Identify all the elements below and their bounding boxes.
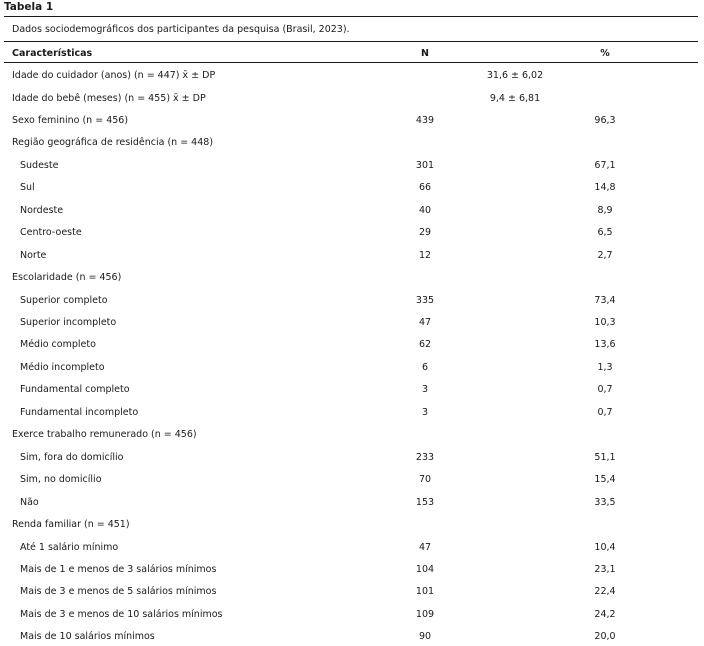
row-label: Centro-oeste — [20, 227, 82, 239]
row-percent: 15,4 — [594, 474, 616, 486]
row-label: Superior incompleto — [20, 316, 117, 328]
row-label: Fundamental incompleto — [20, 406, 139, 418]
table-row — [0, 406, 704, 422]
row-label: Renda familiar (n = 451) — [12, 519, 130, 530]
row-percent: 67,1 — [594, 159, 616, 171]
row-percent: 8,9 — [597, 204, 613, 216]
row-percent: 6,5 — [597, 227, 613, 239]
row-n: 70 — [418, 474, 432, 486]
table-row — [0, 428, 704, 444]
table-row — [0, 159, 704, 175]
row-label: Superior completo — [20, 294, 108, 306]
row-n: 3 — [421, 384, 429, 396]
row-label: Idade do bebê (meses) (n = 455) x̄ ± DP — [12, 92, 206, 104]
row-percent: 23,1 — [594, 563, 616, 575]
table-row — [0, 69, 704, 85]
table-caption: Dados sociodemográficos dos participantes da pesquisa (Brasil, 2023). — [12, 24, 350, 35]
row-label: Mais de 3 e menos de 5 salários mínimos — [20, 586, 217, 598]
table-row — [0, 136, 704, 152]
row-percent: 1,3 — [597, 361, 613, 373]
table-row — [0, 630, 704, 646]
row-label: Mais de 1 e menos de 3 salários mínimos — [20, 563, 217, 575]
row-percent: 22,4 — [594, 586, 616, 598]
row-percent: 0,7 — [597, 384, 613, 396]
row-n: 301 — [415, 159, 435, 171]
header-bottom-rule — [4, 62, 698, 63]
row-n: 47 — [418, 316, 432, 328]
row-label: Mais de 3 e menos de 10 salários mínimos — [20, 608, 223, 620]
row-percent: 51,1 — [594, 451, 616, 463]
row-percent: 2,7 — [597, 249, 613, 261]
row-n: 66 — [418, 182, 432, 194]
header-percent: % — [600, 48, 610, 59]
table-row — [0, 361, 704, 377]
row-n: 3 — [421, 406, 429, 418]
table-row — [0, 271, 704, 287]
row-percent: 24,2 — [594, 608, 616, 620]
row-label: Sexo feminino (n = 456) — [12, 114, 129, 126]
row-n: 439 — [415, 114, 435, 126]
table-title: Tabela 1 — [4, 1, 54, 13]
table-row — [0, 541, 704, 557]
row-n: 104 — [415, 563, 435, 575]
row-n: 12 — [418, 249, 432, 261]
row-label: Sim, fora do domicílio — [20, 451, 124, 463]
row-percent: 73,4 — [594, 294, 616, 306]
row-n: 233 — [415, 451, 435, 463]
table-row — [0, 518, 704, 534]
table-row — [0, 383, 704, 399]
header-top-rule — [4, 41, 698, 42]
table-row — [0, 92, 704, 108]
row-n: 6 — [421, 361, 429, 373]
table-title-bar — [0, 0, 704, 15]
header-n: N — [421, 48, 429, 59]
row-label: Fundamental completo — [20, 384, 130, 396]
row-n: 335 — [415, 294, 435, 306]
table-row — [0, 226, 704, 242]
row-label: Não — [20, 496, 39, 508]
row-n: 62 — [418, 339, 432, 351]
table-row — [0, 294, 704, 310]
row-label: Médio incompleto — [20, 361, 105, 373]
row-label: Sudeste — [20, 159, 59, 171]
row-percent: 14,8 — [594, 182, 616, 194]
row-n: 90 — [418, 631, 432, 643]
table-row — [0, 249, 704, 265]
row-percent: 10,4 — [594, 541, 616, 553]
row-label: Exerce trabalho remunerado (n = 456) — [12, 429, 197, 441]
row-label: Nordeste — [20, 204, 64, 216]
row-mean-sd: 9,4 ± 6,81 — [489, 92, 541, 104]
table-row — [0, 585, 704, 601]
table-row — [0, 608, 704, 624]
row-label: Norte — [20, 249, 47, 261]
table-row — [0, 496, 704, 512]
row-label: Até 1 salário mínimo — [20, 541, 119, 553]
row-label: Médio completo — [20, 339, 96, 351]
row-n: 153 — [415, 496, 435, 508]
header-characteristics: Características — [12, 48, 93, 59]
table-row — [0, 204, 704, 220]
row-percent: 10,3 — [594, 316, 616, 328]
row-n: 40 — [418, 204, 432, 216]
row-label: Sul — [20, 182, 35, 194]
row-n: 29 — [418, 227, 432, 239]
table-row — [0, 451, 704, 467]
row-label: Região geográfica de residência (n = 448) — [12, 137, 214, 149]
table-row — [0, 473, 704, 489]
row-percent: 33,5 — [594, 496, 616, 508]
row-mean-sd: 31,6 ± 6,02 — [486, 70, 544, 81]
table-row — [0, 181, 704, 197]
row-label: Idade do cuidador (anos) (n = 447) x̄ ± DP — [12, 70, 216, 81]
row-label: Sim, no domicílio — [20, 474, 102, 486]
row-percent: 0,7 — [597, 406, 613, 418]
row-percent: 13,6 — [594, 339, 616, 351]
row-label: Mais de 10 salários mínimos — [20, 631, 155, 643]
row-n: 109 — [415, 608, 435, 620]
table-row — [0, 114, 704, 130]
row-n: 47 — [418, 541, 432, 553]
table-row — [0, 338, 704, 354]
row-label: Escolaridade (n = 456) — [12, 272, 122, 283]
table-row — [0, 563, 704, 579]
row-percent: 20,0 — [594, 631, 616, 643]
row-percent: 96,3 — [594, 114, 616, 126]
row-n: 101 — [415, 586, 435, 598]
table-row — [0, 316, 704, 332]
title-rule — [4, 16, 698, 17]
